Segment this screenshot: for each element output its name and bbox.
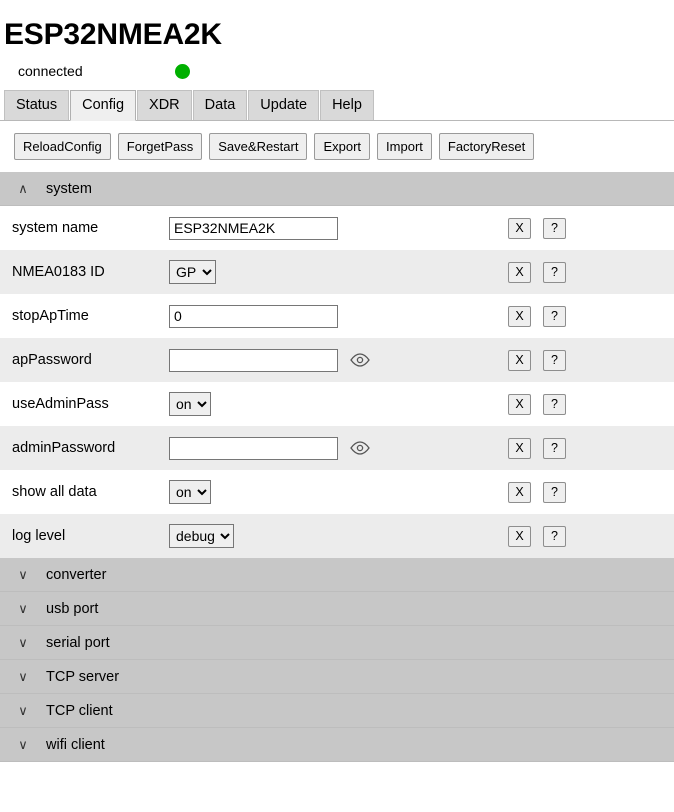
adminpassword-help-button[interactable]: ? [543, 438, 566, 459]
eye-icon[interactable] [350, 441, 370, 455]
config-row-label: system name [12, 220, 99, 236]
nmea0183-id-help-button[interactable]: ? [543, 262, 566, 283]
config-row-label: NMEA0183 ID [12, 264, 105, 280]
useadminpass-help-button[interactable]: ? [543, 394, 566, 415]
page-root [0, 18, 674, 812]
section-header-serial-port[interactable] [0, 626, 674, 660]
green-led-indicator [175, 64, 190, 79]
stopaptime-reset-button[interactable]: X [508, 306, 531, 327]
export-button[interactable]: Export [314, 133, 370, 160]
config-row-field [169, 480, 674, 504]
config-row [0, 250, 674, 294]
config-row-field [169, 392, 674, 416]
chevron-down-icon: ∨ [18, 736, 28, 752]
config-row-actions [508, 526, 566, 547]
page-title: ESP32NMEA2K [4, 18, 222, 51]
config-row-label: show all data [12, 484, 97, 500]
config-row-field [169, 260, 674, 284]
config-row [0, 470, 674, 514]
config-row-actions [508, 482, 566, 503]
useadminpass-select[interactable] [169, 392, 211, 416]
system-name-reset-button[interactable]: X [508, 218, 531, 239]
connection-status-label: connected [18, 63, 83, 79]
adminpassword-reset-button[interactable]: X [508, 438, 531, 459]
section-header-system[interactable] [0, 172, 674, 206]
config-row-actions [508, 394, 566, 415]
config-sections [0, 172, 674, 762]
import-button[interactable]: Import [377, 133, 432, 160]
tab-help[interactable]: Help [320, 90, 374, 120]
config-row-label: log level [12, 528, 66, 544]
config-row-label: apPassword [12, 352, 92, 368]
config-row [0, 206, 674, 250]
connection-status [18, 62, 674, 80]
section-header-usb-port[interactable] [0, 592, 674, 626]
system-name-input[interactable] [169, 217, 338, 240]
config-row-field [169, 524, 674, 548]
factoryreset-button[interactable]: FactoryReset [439, 133, 534, 160]
section-label: wifi client [46, 736, 105, 753]
config-row-actions [508, 218, 566, 239]
show-all-data-select[interactable] [169, 480, 211, 504]
section-label: converter [46, 566, 107, 583]
stopaptime-input[interactable] [169, 305, 338, 328]
forgetpass-button[interactable]: ForgetPass [118, 133, 202, 160]
tab-config[interactable]: Config [70, 90, 136, 121]
show-all-data-reset-button[interactable]: X [508, 482, 531, 503]
chevron-down-icon: ∨ [18, 634, 28, 650]
nmea0183-id-select[interactable] [169, 260, 216, 284]
section-header-TCP-server[interactable] [0, 660, 674, 694]
section-label: serial port [46, 634, 110, 651]
nmea0183-id-reset-button[interactable]: X [508, 262, 531, 283]
tab-data[interactable]: Data [193, 90, 248, 120]
section-header-converter[interactable] [0, 558, 674, 592]
appassword-reset-button[interactable]: X [508, 350, 531, 371]
reloadconfig-button[interactable]: ReloadConfig [14, 133, 111, 160]
save-restart-button[interactable]: Save&Restart [209, 133, 307, 160]
config-row-label: useAdminPass [12, 396, 109, 412]
chevron-down-icon: ∨ [18, 566, 28, 582]
section-label: usb port [46, 600, 99, 617]
config-row-actions [508, 438, 566, 459]
config-row [0, 426, 674, 470]
tab-xdr[interactable]: XDR [137, 90, 192, 120]
log-level-select[interactable] [169, 524, 234, 548]
system-name-help-button[interactable]: ? [543, 218, 566, 239]
chevron-down-icon: ∨ [18, 668, 28, 684]
config-row-label: stopApTime [12, 308, 89, 324]
config-row-actions [508, 350, 566, 371]
stopaptime-help-button[interactable]: ? [543, 306, 566, 327]
config-row [0, 514, 674, 558]
tab-bar [0, 90, 674, 121]
action-button-bar [0, 121, 674, 172]
config-row [0, 294, 674, 338]
appassword-help-button[interactable]: ? [543, 350, 566, 371]
adminpassword-input[interactable] [169, 437, 338, 460]
config-row-actions [508, 306, 566, 327]
config-row-field [169, 349, 674, 372]
section-label: TCP client [46, 702, 113, 719]
appassword-input[interactable] [169, 349, 338, 372]
config-row-label: adminPassword [12, 440, 116, 456]
config-row [0, 338, 674, 382]
config-row [0, 382, 674, 426]
config-row-field [169, 305, 674, 328]
tab-status[interactable]: Status [4, 90, 69, 120]
chevron-down-icon: ∨ [18, 600, 28, 616]
section-header-TCP-client[interactable] [0, 694, 674, 728]
config-row-field [169, 437, 674, 460]
section-label: TCP server [46, 668, 120, 685]
section-header-wifi-client[interactable] [0, 728, 674, 762]
useadminpass-reset-button[interactable]: X [508, 394, 531, 415]
config-row-actions [508, 262, 566, 283]
chevron-up-icon: ∧ [18, 180, 28, 196]
config-row-field [169, 217, 674, 240]
section-label: system [46, 180, 92, 197]
chevron-down-icon: ∨ [18, 702, 28, 718]
eye-icon[interactable] [350, 353, 370, 367]
show-all-data-help-button[interactable]: ? [543, 482, 566, 503]
tab-update[interactable]: Update [248, 90, 319, 120]
log-level-reset-button[interactable]: X [508, 526, 531, 547]
log-level-help-button[interactable]: ? [543, 526, 566, 547]
